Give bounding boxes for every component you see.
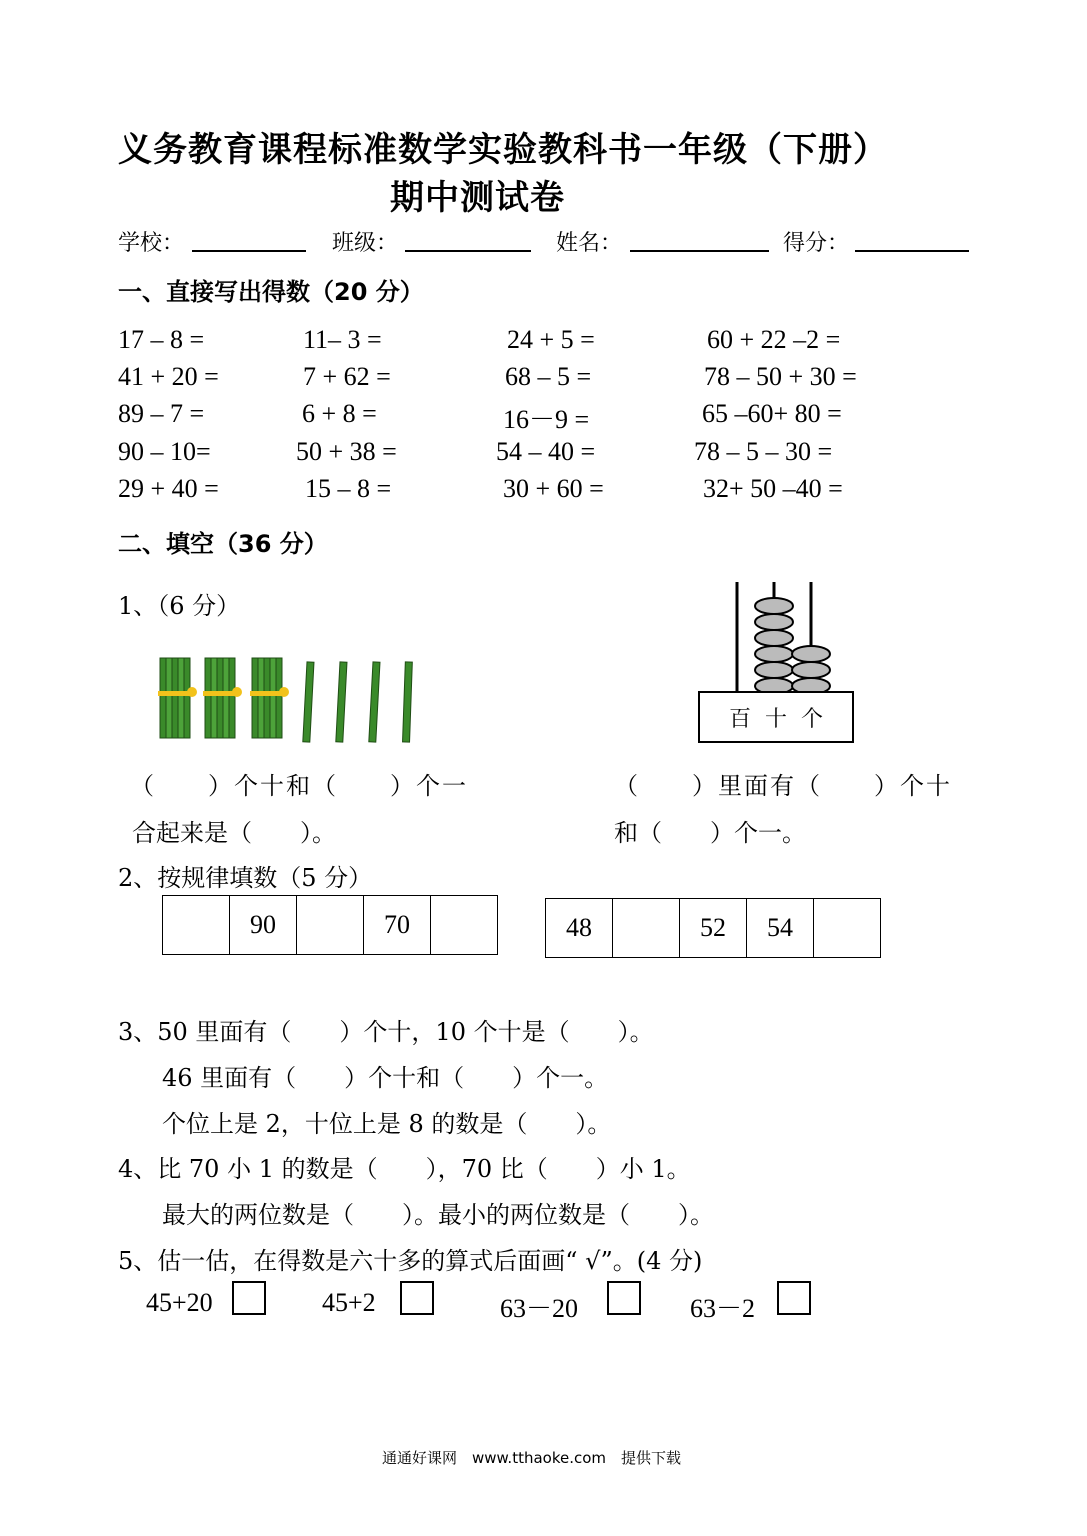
abacus [698, 580, 852, 742]
class-label: 班级： [332, 231, 399, 256]
class-field[interactable] [405, 250, 531, 252]
q1-right-line1: （ ）里面有（ ）个十 [614, 772, 952, 800]
abacus-label-ones: 个 [801, 706, 824, 732]
sticks-illustration [150, 650, 430, 750]
problem: 90 – 10= [118, 437, 211, 466]
abacus-label-tens: 十 [764, 706, 787, 732]
problem: 15 – 8 = [305, 474, 392, 503]
q3-line2: 46 里面有（ ）个十和（ ）个一。 [162, 1064, 609, 1092]
problem: 24 + 5 = [507, 325, 595, 354]
q3-line3: 个位上是 2，十位上是 8 的数是（ ）。 [162, 1110, 612, 1138]
abacus-base [698, 691, 854, 743]
problem: 32+ 50 –40 = [703, 474, 843, 503]
q1-left-line1: （ ）个十和（ ）个一 [130, 772, 468, 800]
seq-cell[interactable] [613, 899, 680, 958]
problem: 11– 3 = [303, 325, 382, 354]
name-label: 姓名： [556, 231, 623, 256]
seq-cell[interactable] [163, 896, 230, 955]
abacus-rods [698, 580, 852, 692]
section1-heading: 一、直接写出得数（20 分） [118, 278, 424, 306]
problem: 30 + 60 = [503, 474, 604, 503]
q4-line2: 最大的两位数是（ ）。最小的两位数是（ ）。 [162, 1201, 714, 1229]
seq-cell[interactable] [814, 899, 881, 958]
q4-line1: 4、比 70 小 1 的数是（ ），70 比（ ）小 1。 [118, 1155, 691, 1183]
check-box[interactable] [777, 1281, 811, 1315]
problem: 7 + 62 = [303, 362, 391, 391]
footer-text: 通通好课网 www.tthaoke.com 提供下载 [382, 1449, 682, 1467]
estimate-item: 63－2 [690, 1294, 756, 1323]
q3-line1: 3、50 里面有（ ）个十，10 个十是（ ）。 [118, 1018, 654, 1046]
tens-beads [755, 598, 793, 692]
check-box[interactable] [232, 1281, 266, 1315]
q1-right-line2: 和（ ）个一。 [614, 819, 806, 847]
problem: 89 – 7 = [118, 399, 205, 428]
sequence-table-2 [545, 898, 881, 958]
q1-left-line2: 合起来是（ ）。 [132, 819, 336, 847]
page-subtitle: 期中测试卷 [390, 178, 565, 218]
stick-bundle [158, 658, 197, 738]
ones-beads [792, 646, 830, 692]
problem: 29 + 40 = [118, 474, 219, 503]
q5-line1: 5、估一估，在得数是六十多的算式后面画“ √”。(4 分) [118, 1247, 703, 1275]
seq-cell[interactable] [297, 896, 364, 955]
q1-label: 1、（6 分） [118, 592, 241, 620]
score-field[interactable] [855, 250, 969, 252]
seq-cell: 52 [680, 899, 747, 958]
problem: 78 – 50 + 30 = [704, 362, 857, 391]
estimate-item: 63－20 [500, 1294, 579, 1323]
problem: 68 – 5 = [505, 362, 592, 391]
problem: 16－9 = [503, 405, 590, 434]
problem: 17 – 8 = [118, 325, 205, 354]
problem: 78 – 5 – 30 = [694, 437, 833, 466]
seq-cell: 70 [364, 896, 431, 955]
school-label: 学校： [118, 231, 185, 256]
section2-heading: 二、填空（36 分） [118, 530, 328, 558]
check-box[interactable] [400, 1281, 434, 1315]
stick-bundle [203, 658, 242, 738]
school-field[interactable] [192, 250, 306, 252]
problem: 54 – 40 = [496, 437, 596, 466]
problem: 60 + 22 –2 = [707, 325, 841, 354]
page-title: 义务教育课程标准数学实验教科书一年级（下册） [118, 130, 888, 170]
problem: 41 + 20 = [118, 362, 219, 391]
seq-cell: 90 [230, 896, 297, 955]
check-box[interactable] [607, 1281, 641, 1315]
sequence-table-1 [162, 895, 498, 955]
seq-cell: 48 [546, 899, 613, 958]
problem: 50 + 38 = [296, 437, 397, 466]
problem: 6 + 8 = [302, 399, 377, 428]
single-sticks [303, 662, 413, 742]
estimate-item: 45+20 [146, 1288, 213, 1317]
name-field[interactable] [630, 250, 769, 252]
abacus-label-hundreds: 百 [728, 706, 751, 732]
seq-cell[interactable] [431, 896, 498, 955]
stick-bundle [250, 658, 289, 738]
score-label: 得分： [783, 231, 850, 256]
problem: 65 –60+ 80 = [702, 399, 842, 428]
seq-cell: 54 [747, 899, 814, 958]
q2-label: 2、按规律填数（5 分） [118, 864, 373, 892]
estimate-item: 45+2 [322, 1288, 376, 1317]
